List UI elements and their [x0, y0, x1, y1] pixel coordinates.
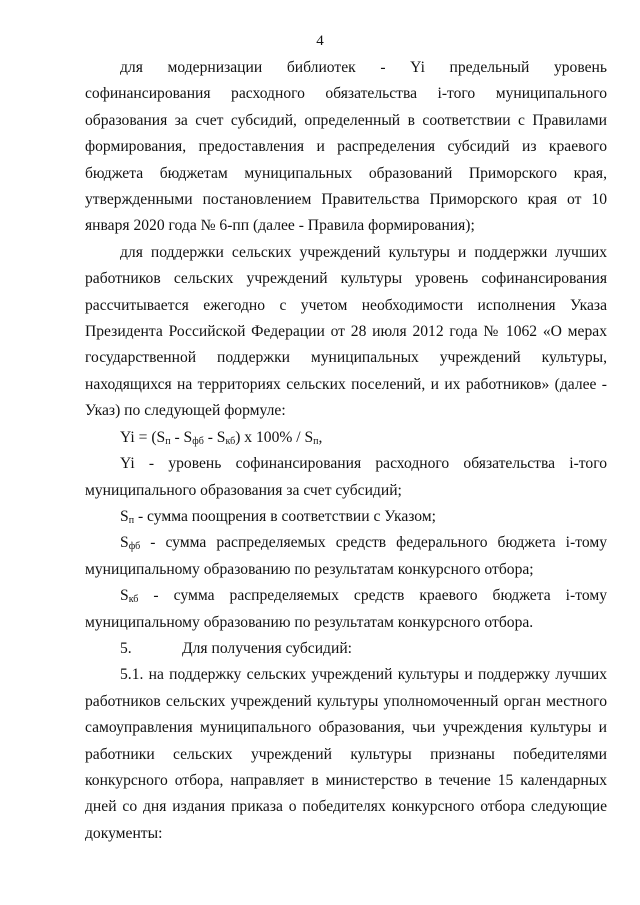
symbol-s: S	[120, 587, 129, 605]
document-body	[85, 55, 607, 847]
formula-sub-p: п	[165, 435, 171, 447]
formula-minus-1: - S	[170, 428, 193, 446]
symbol-sub-kb: кб	[128, 594, 139, 606]
definition-skb	[85, 583, 607, 636]
formula-lhs: Yi = (S	[120, 428, 166, 446]
symbol-s: S	[120, 507, 129, 525]
definition-sfb-text: - сумма распределяемых средств федерального бюджета i-тому муниципальному образованию по результатам конкурсного отбора;	[85, 534, 607, 578]
item-5-text: Для получения субсидий:	[182, 639, 352, 657]
formula-tail: ,	[318, 428, 323, 446]
symbol-sub-fb: фб	[128, 541, 141, 553]
paragraph-rural-culture-support: для поддержки сельских учреждений культуры и поддержки лучших работников сельских учреждений культуры уровень софинансирования рассчитывается ежегодно с учетом необходимости исполнения Указа Президента Российской Федерации от 28 июля 2012 года № 1062 «О мерах государственной поддержки муниципальных учреждений культуры, находящихся на территориях сельских поселений, и их работников» (далее - Указ) по следующей формуле:	[85, 243, 607, 420]
formula-sub-p-2: п	[313, 435, 319, 447]
paragraph-library-modernization: для модернизации библиотек - Yi предельный уровень софинансирования расходного обязательства i-того муниципального образования за счет субсидий, определенный в соответствии с Правилами формирования, предоставления и распределения субсидий из краевого бюджета бюджетам муниципальных образований Приморского края, утвержденными постановлением Правительства Приморского края от 10 января 2020 года № 6-пп (далее - Правила формирования);	[85, 59, 607, 235]
symbol-sub-p: п	[128, 514, 135, 526]
formula-minus-2: - S	[203, 428, 226, 446]
definition-skb-text: - сумма распределяемых средств краевого бюджета i-тому муниципальному образованию по результатам конкурсного отбора.	[85, 587, 607, 631]
definition-yi: Yi - уровень софинансирования расходного обязательства i-того муниципального образования за счет субсидий;	[85, 455, 607, 499]
cofinancing-formula	[85, 425, 607, 451]
formula-sub-kb: кб	[225, 435, 236, 447]
item-5-1: 5.1. на поддержку сельских учреждений культуры и поддержку лучших работников сельских учреждений культуры уполномоченный орган местного самоуправления муниципального образования, чьи учреждения культуры и работники сельских учреждений культуры признаны победителями конкурсного отбора, направляет в министерство в течение 15 календарных дней со дня издания приказа о победителях конкурсного отбора следующие документы:	[85, 666, 607, 842]
item-5-number: 5.	[120, 639, 132, 657]
page-number: 4	[316, 33, 324, 49]
definition-sp	[85, 504, 607, 530]
definition-sfb	[85, 530, 607, 583]
symbol-s: S	[120, 534, 129, 552]
formula-sub-fb: фб	[192, 435, 204, 447]
item-5	[85, 636, 607, 662]
definition-sp-text: - сумма поощрения в соответствии с Указом;	[134, 507, 437, 525]
formula-divide: ) х 100% / S	[235, 428, 314, 446]
